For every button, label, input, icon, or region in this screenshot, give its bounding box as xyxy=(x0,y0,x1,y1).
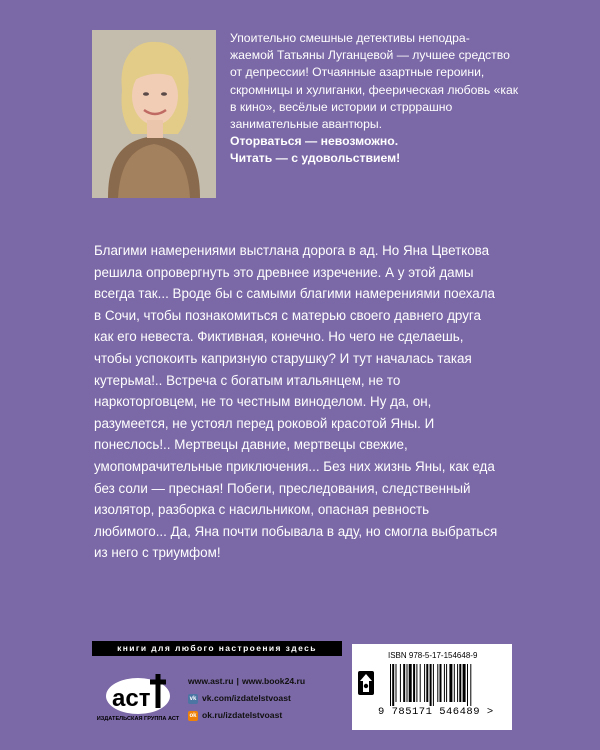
barcode-icon xyxy=(388,664,506,706)
website-link-book24[interactable]: www.book24.ru xyxy=(241,676,306,686)
publisher-logo xyxy=(92,666,184,726)
blurb-paragraph: Упоительно смешные детективы неподра- жаемой Татьяны Луганцевой — лучшее средство от депрессии! Отчаянные азартные героини, скромницы и хулиганки, феерическая любовь «как в кино», весёлые истории и стрррашно занимательные авантюры. xyxy=(230,31,519,132)
publisher-links xyxy=(188,673,305,724)
publisher-name: ИЗДАТЕЛЬСКАЯ ГРУППА АСТ xyxy=(96,716,180,722)
isbn-barcode-box xyxy=(352,644,512,730)
author-photo xyxy=(92,30,216,198)
website-link-ast[interactable]: www.ast.ru xyxy=(188,676,234,686)
isbn-text: ISBN 978-5-17-154648-9 xyxy=(388,651,478,660)
author-photo-illustration xyxy=(92,30,216,198)
vk-icon: vk xyxy=(189,695,197,702)
ok-link-row[interactable] xyxy=(188,707,305,724)
tagline-banner: книги для любого настроения здесь xyxy=(92,641,342,656)
ok-link[interactable]: ok.ru/izdatelstvoast xyxy=(202,710,283,720)
publisher-logo-text: аст xyxy=(112,685,151,712)
book-annotation: Благими намерениями выстлана дорога в ад. Но Яна Цветкова решила опровергнуть это древнее изречение. А у этой дамы всегда так... Вроде бы с самыми благими намерениями поехала в Сочи, чтобы познакомиться с матерью своего давнего друга как его невеста. Фиктивная, конечно. Но чего не сделаешь, чтобы успокоить капризную старушку? И тут началась такая кутерьма!.. Встреча с богатым итальянцем, не то наркоторговцем, не то честным виноделом. Ну да, он, разумеется, не устоял перед роковой красотой Яны. И понеслось!.. Мертвецы давние, мертвецы свежие, умопомрачительные приключения... Без них жизнь Яны, как еда без соли — пресная! Побеги, преследования, следственный изолятор, разборка с насильником, опасная ревность любимого... Да, Яна почти побывала в аду, но смогла выбраться из него с триумфом! xyxy=(94,243,498,561)
blurb-bold-line-1: Оторваться — невозможно. xyxy=(230,134,399,149)
blurb-bold-line-2: Читать — с удовольствием! xyxy=(230,151,401,166)
ean-number: 9 785171 546489 > xyxy=(378,706,494,718)
publisher-logo-icon xyxy=(92,666,184,716)
vk-link[interactable]: vk.com/izdatelstvoast xyxy=(202,693,291,703)
link-separator: | xyxy=(236,676,239,686)
book-blurb xyxy=(230,30,520,168)
vk-link-row[interactable] xyxy=(188,690,305,707)
website-links-row xyxy=(188,673,305,690)
ok-icon: ok xyxy=(189,712,197,719)
age-rating-icon xyxy=(357,670,375,696)
